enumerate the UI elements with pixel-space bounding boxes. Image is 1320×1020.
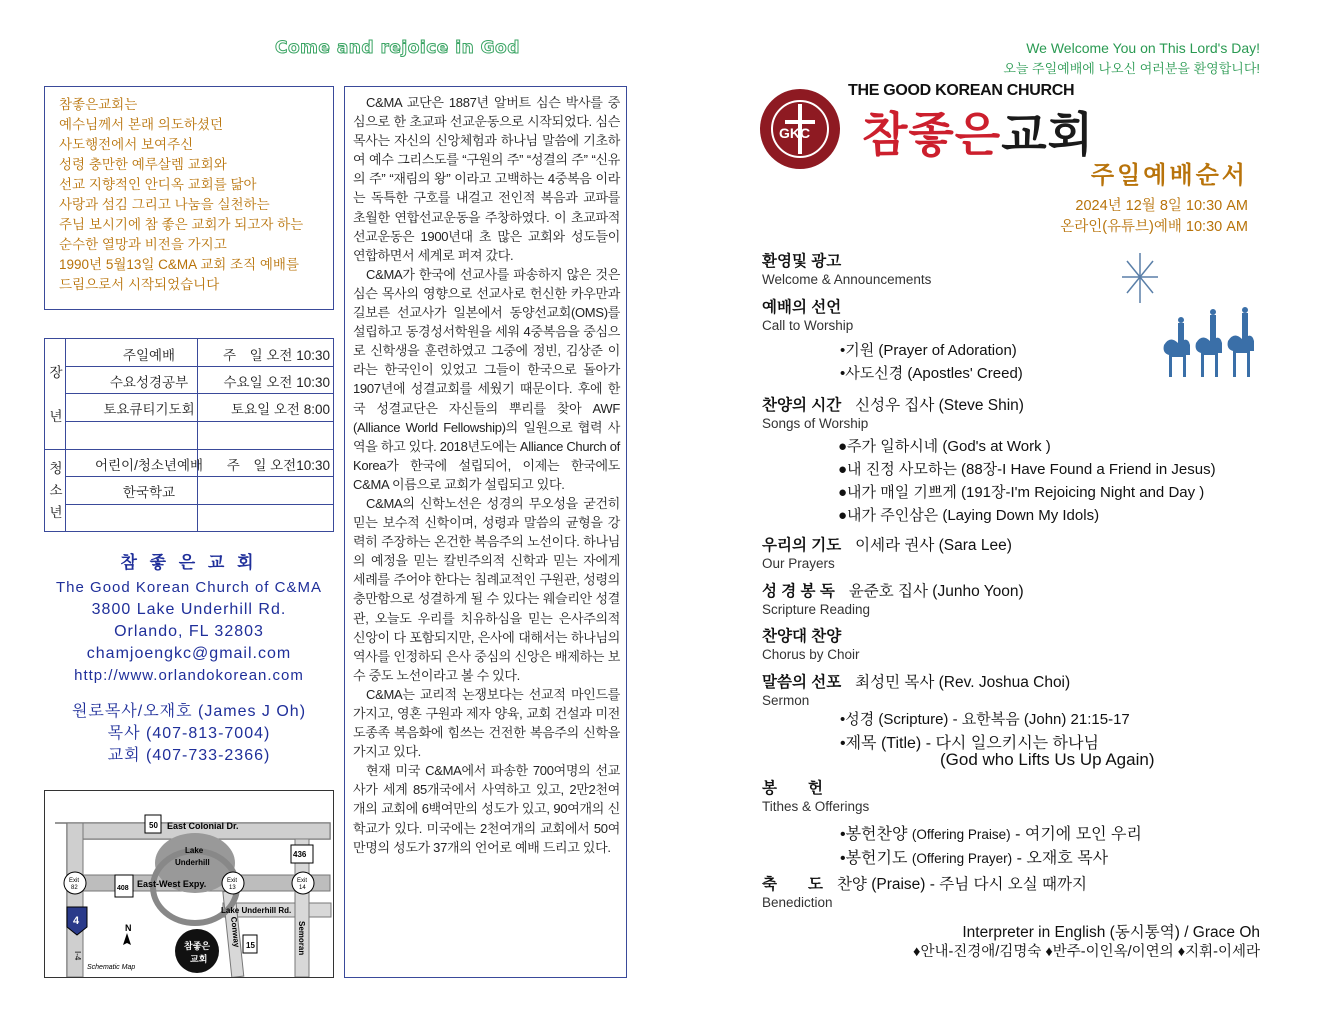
choir-subtitle: Chorus by Choir	[762, 647, 860, 662]
sermon-preacher: 최성민 목사 (Rev. Joshua Choi)	[855, 674, 1071, 691]
label-lake: Lake Underhill	[175, 846, 210, 867]
offering-praise-label: •봉헌찬양	[840, 826, 912, 843]
order-benediction	[762, 872, 1087, 910]
benediction-title: 축 도	[762, 876, 823, 893]
schedule-row	[45, 449, 333, 476]
songs-title: 찬양의 시간	[762, 397, 842, 414]
label-north: N	[125, 923, 132, 933]
label-408: 408	[117, 885, 129, 892]
sermon-scripture: •성경 (Scripture) - 요한복음 (John) 21:15-17	[840, 711, 1130, 728]
church-website-link[interactable]: http://www.orlandokorean.com	[74, 667, 304, 684]
service-date: 2024년 12월 8일 10:30 AM	[1075, 198, 1248, 214]
schedule-time: 주 일 오전10:30	[226, 458, 330, 473]
church-logo	[757, 86, 843, 172]
mission-line: 주님 보시기에 참 좋은 교회가 되고자 하는	[59, 217, 304, 232]
church-marker	[175, 929, 219, 973]
youth-label-3: 년	[49, 505, 63, 520]
prayer-leader: 이세라 권사 (Sara Lee)	[855, 537, 1012, 554]
mission-line: 1990년 5월13일 C&MA 교회 조직 예배를	[59, 257, 299, 272]
cma-history-column	[344, 86, 627, 978]
schedule-time: 토요일 오전 8:00	[231, 402, 330, 417]
schedule-time: 수요일 오전 10:30	[223, 375, 330, 390]
schedule-row	[45, 476, 333, 503]
logo-text: GKC	[779, 125, 811, 141]
welcome-korean: 오늘 주일예배에 나오신 여러분을 환영합니다!	[1003, 61, 1260, 76]
offering-title: 봉 헌	[762, 780, 823, 797]
north-arrow-icon	[123, 933, 131, 945]
star-icon	[1122, 253, 1158, 303]
church-name-part-a: 참좋은	[862, 108, 1002, 161]
schedule-service: 어린이/청소년예배	[94, 458, 204, 473]
church-address-street: 3800 Lake Underhill Rd.	[91, 601, 287, 618]
schedule-time: 주 일 오전 10:30	[223, 348, 330, 363]
label-lake-underhill-rd: Lake Underhill Rd.	[221, 906, 292, 915]
offering-subtitle: Tithes & Offerings	[762, 799, 870, 814]
history-paragraph: 현재 미국 C&MA에서 파송한 700여명의 선교사가 세계 85개국에서 사역하고 있고, 2만2천여개의 교회에 6백여만의 성도가 있고, 90여개의 신학교가 있다. 미국에는 2천여개의 교회에서 50여만명의 성도가 37개의 언어로 예배 드리고 있다.	[353, 763, 620, 855]
adult-label-1: 장	[49, 365, 63, 380]
schedule-row	[45, 393, 333, 420]
schedule-service: 주일예배	[122, 348, 176, 363]
history-paragraph: C&MA 교단은 1887년 알버트 심슨 박사를 중심으로 한 초교파 선교운동으로 시작되었다. 심슨 목사는 자신의 신앙체험과 하나님 말씀에 기초하여 예수 그리스도를 “구원의 주” “성결의 주” “신유의 주” “재림의 왕” 이라고 고백하는 4중복음 이라는 독특한 구호를 내걸고 전인적 복음과 교파를 초월한 연합선교운동을 주창하였다. 이 초교파적 선교운동은 1900년대 초 많은 교회와 성도들이 연합하면서 세계로 퍼져 갔다.	[353, 95, 620, 263]
song-item: ●내가 주인삼은 (Laying Down My Idols)	[838, 507, 1100, 524]
order-welcome	[762, 249, 931, 287]
benediction-praise: 찬양 (Praise) - 주님 다시 오실 때까지	[836, 876, 1087, 893]
benediction-subtitle: Benediction	[762, 895, 833, 910]
prayer-subtitle: Our Prayers	[762, 556, 835, 571]
label-east-west: East-West Expy.	[137, 879, 207, 889]
history-paragraph: C&MA의 신학노선은 성경의 무오성을 굳건히 믿는 보수적 신학이며, 성령과 말씀의 균형을 강력히 주장하는 온건한 복음주의 노선이다. 하나님의 예정을 믿는 칼빈주의적 신학과 믿는 자에게 세례를 주어야 한다는 침례교적인 구원관, 성령의 충만함으로 성결하게 될 수 있다는 웨슬리안 성결관, 오늘도 우리를 치유하심을 믿는 은사주의적 신앙이 다 포함되지만, 은사에 대해서는 하나님의 역사를 인정하되 은사 중심의 신앙은 배제하는 보수 중도 노선이라고 볼 수 있다.	[353, 495, 620, 683]
offering-prayer-label: •봉헌기도	[840, 850, 912, 867]
online-service-time: 온라인(유튜브)예배 10:30 AM	[1060, 219, 1248, 235]
label-i4: I-4	[73, 951, 82, 961]
church-name-korean-header	[862, 98, 1094, 165]
mission-line: 순수한 열망과 비전을 가지고	[59, 237, 227, 252]
song-item: ●주가 일하시네 (God's at Work )	[838, 438, 1051, 455]
sermon-title: 말씀의 선포	[762, 674, 842, 691]
church-name-korean: 참 좋 은 교 회	[120, 553, 258, 572]
order-offering	[762, 776, 869, 814]
history-paragraph: C&MA는 교리적 논쟁보다는 선교적 마인드를 가지고, 영혼 구원과 제자 양육, 교회 건설과 미전도종족 복음화에 힘쓰는 건전한 복음주의 신학을 가지고 있다.	[353, 686, 620, 760]
schedule-row	[45, 366, 333, 393]
interpreter-line: Interpreter in English (동시통역) / Grace Oh	[962, 924, 1260, 941]
staff-line: ♦안내-진경애/김명숙 ♦반주-이인옥/이연의 ♦지휘-이세라	[913, 944, 1260, 960]
schedule-service: 토요큐티기도회	[103, 402, 195, 417]
offering-prayer-leader: - 오재호 목사	[1012, 850, 1109, 867]
youth-label-1: 청	[49, 461, 63, 476]
mission-line: 사랑과 섬김 그리고 나눔을 실천하는	[59, 197, 270, 212]
offering-prayer-en: (Offering Prayer)	[911, 851, 1013, 866]
come-and-rejoice-heading: Come and rejoice in God	[275, 38, 520, 58]
order-songs	[762, 393, 1024, 431]
scripture-title: 성 경 봉 독	[762, 583, 835, 600]
label-church-marker: 참좋은 교회	[184, 941, 211, 964]
wise-men-camels-icon	[1160, 305, 1260, 381]
songs-leader: 신성우 집사 (Steve Shin)	[855, 397, 1024, 414]
mission-line: 드림으로서 시작되었습니다	[59, 277, 220, 292]
schedule-service: 수요성경공부	[109, 375, 189, 390]
offering-praise-en: (Offering Praise)	[911, 827, 1011, 842]
call-subtitle: Call to Worship	[762, 318, 854, 333]
church-phone: 교회 (407-733-2366)	[107, 747, 271, 764]
welcome-english: We Welcome You on This Lord's Day!	[1026, 40, 1260, 56]
order-call-to-worship	[762, 295, 853, 333]
label-conway: Conway	[229, 916, 242, 948]
map-drawing	[45, 791, 333, 977]
song-item: ●내가 매일 기쁘게 (191장-I'm Rejoicing Night and Day )	[838, 484, 1205, 501]
label-15: 15	[246, 941, 255, 950]
church-email-link[interactable]: chamjoengkc@gmail.com	[86, 645, 292, 662]
order-sermon	[762, 670, 1070, 708]
schedule-row	[45, 339, 333, 366]
welcome-subtitle: Welcome & Announcements	[762, 272, 932, 287]
mission-line: 예수님께서 본래 의도하셨던	[59, 117, 223, 132]
prayer-title: 우리의 기도	[762, 537, 842, 554]
label-exit-13: Exit 13	[227, 878, 238, 891]
label-4: 4	[73, 915, 80, 927]
label-east-colonial: East Colonial Dr.	[167, 821, 239, 831]
schematic-map	[44, 790, 334, 978]
sermon-title-ko: •제목 (Title) - 다시 일으키시는 하나님	[840, 735, 1099, 752]
order-choir	[762, 624, 860, 662]
label-semoran: Semoran	[297, 921, 306, 956]
youth-label-2: 소	[49, 483, 63, 498]
song-item: ●내 진정 사모하는 (88장-I Have Found a Friend in Jesus)	[838, 461, 1216, 478]
choir-title: 찬양대 찬양	[762, 628, 842, 645]
call-title: 예배의 선언	[762, 299, 842, 316]
label-exit-14: Exit 14	[297, 878, 308, 891]
label-schematic: Schematic Map	[87, 964, 136, 971]
offering-praise-song: - 여기에 모인 우리	[1010, 826, 1142, 843]
scripture-reader: 윤준호 집사 (Junho Yoon)	[848, 583, 1024, 600]
label-436: 436	[293, 850, 307, 859]
label-exit-82: Exit 82	[69, 878, 80, 891]
church-name-english-header: THE GOOD KOREAN CHURCH	[848, 82, 1075, 99]
pastor-phone: 목사 (407-813-7004)	[107, 725, 271, 742]
adult-label-2: 년	[49, 409, 63, 424]
offering-prayer	[840, 845, 1108, 868]
mission-line: 성령 충만한 예루살렘 교회와	[59, 157, 227, 172]
mission-line: 사도행전에서 보여주신	[59, 137, 194, 152]
church-contact-info	[44, 548, 334, 767]
pastor-emeritus: 원로목사/오재호 (James J Oh)	[71, 703, 307, 720]
sermon-title-en: (God who Lifts Us Up Again)	[940, 750, 1155, 769]
mission-line: 참좋은교회는	[59, 97, 138, 112]
sermon-subtitle: Sermon	[762, 693, 810, 708]
order-scripture	[762, 579, 1024, 617]
call-item: •사도신경 (Apostles' Creed)	[840, 365, 1023, 382]
order-prayer	[762, 533, 1012, 571]
history-paragraph: C&MA가 한국에 선교사를 파송하지 않은 것은 심슨 목사의 영향으로 선교사로 헌신한 카우만과 길보른 선교사가 일본에서 동양선교회(OMS)를 설립하고 동경성서학원을 세워 4중복음을 중심으로 신학생을 훈련하였고 그중에 정빈, 김상준 이라는 한국인이 있었고 그들이 한국으로 돌아가 1907년에 성결교회를 세웠기 때문이다. 후에 한국 성결교단은 자신들의 뿌리를 찾아 AWF (Alliance World Fellowship)의 일원으로 협력 사역을 하고 있다. 2018년도에는 Alliance Church of Korea가 한국에 설립되어, 이제는 한국에도 C&MA 이름으로 교회가 설립되고 있다.	[353, 266, 620, 492]
welcome-title: 환영및 광고	[762, 253, 842, 270]
mission-statement-box	[44, 86, 334, 310]
church-address-city: Orlando, FL 32803	[114, 623, 264, 640]
scripture-subtitle: Scripture Reading	[762, 602, 871, 617]
program-title: 주일예배순서	[1090, 162, 1248, 189]
offering-praise	[840, 821, 1142, 844]
songs-subtitle: Songs of Worship	[762, 416, 869, 431]
schedule-service: 한국학교	[122, 485, 176, 500]
mission-line: 선교 지향적인 안디옥 교회를 닮아	[59, 177, 257, 192]
worship-schedule-table	[44, 338, 334, 532]
call-item: •기원 (Prayer of Adoration)	[840, 342, 1017, 359]
church-name-english: The Good Korean Church of C&MA	[56, 579, 322, 596]
label-50: 50	[149, 821, 158, 830]
church-name-part-b: 교회	[1001, 108, 1095, 161]
